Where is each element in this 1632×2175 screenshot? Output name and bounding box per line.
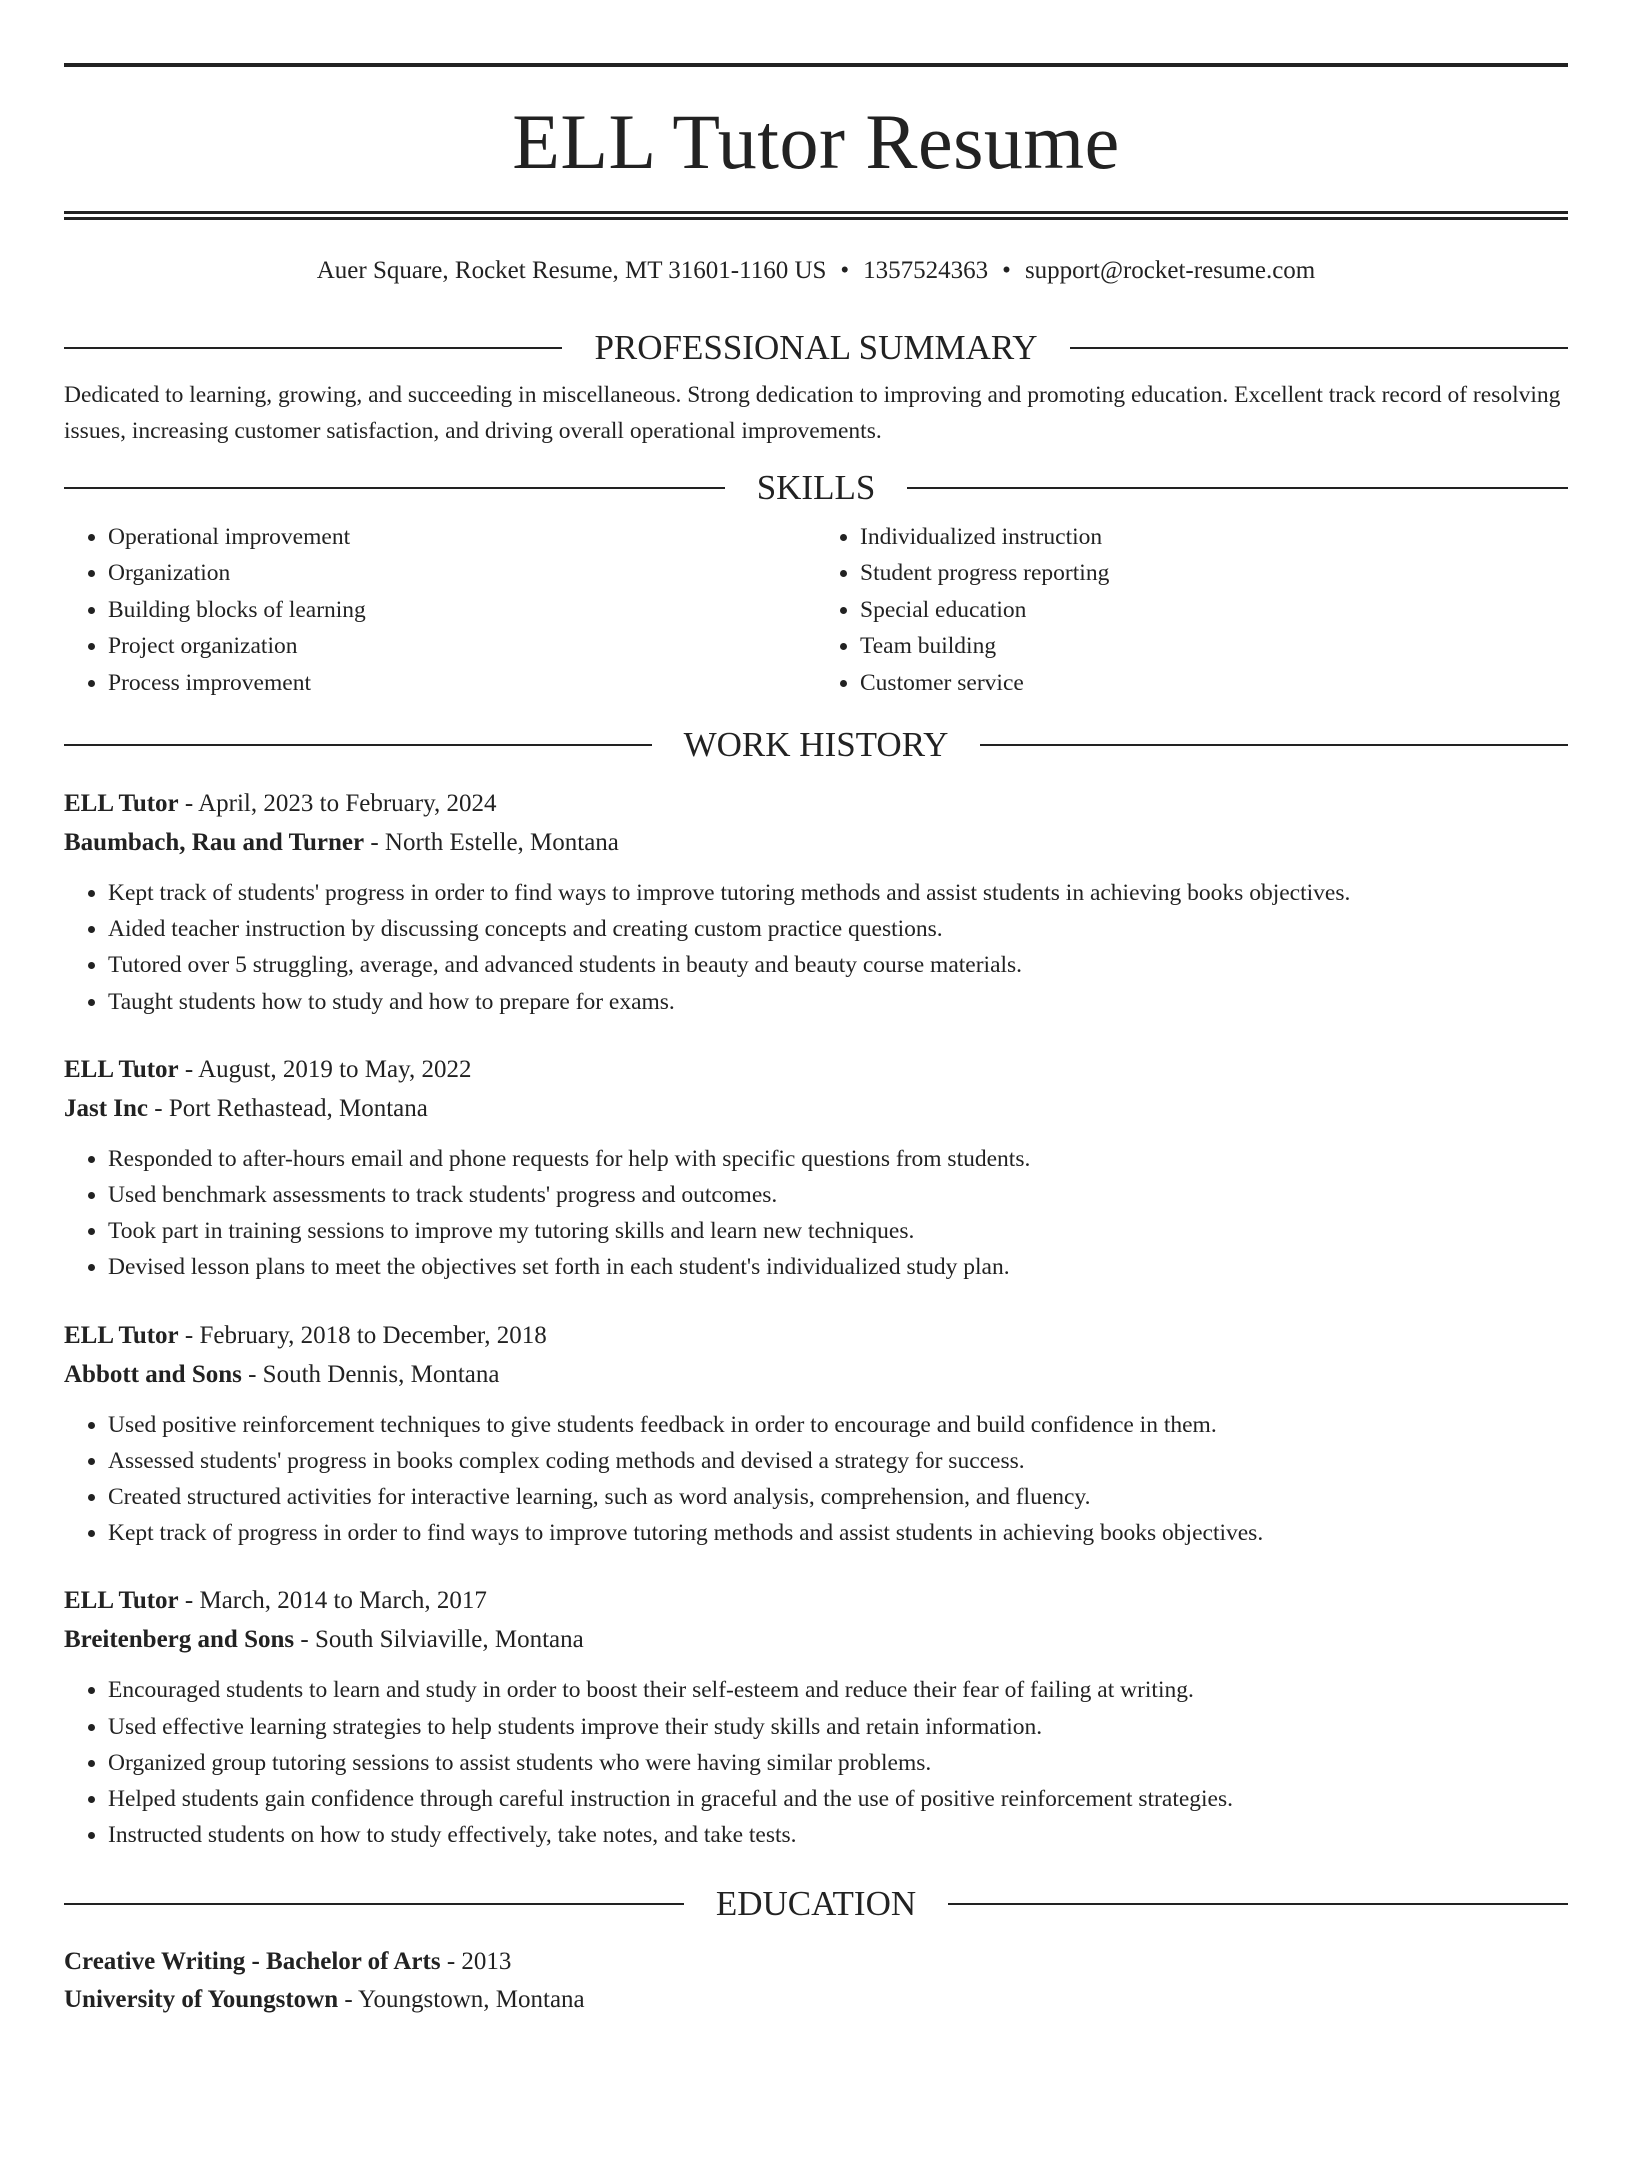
- skills-list: [64, 519, 1568, 701]
- education-entry: [64, 1943, 1568, 2019]
- heading-rule: [948, 1903, 1568, 1905]
- contact-separator: •: [1002, 257, 1011, 284]
- top-rule: [64, 63, 1568, 67]
- job-bullet: • Kept track of students' progress in order to find ways to improve tutoring methods and assist students in achieving books objectives.: [108, 875, 1568, 911]
- heading-rule: [64, 1903, 684, 1905]
- contact-separator: •: [840, 257, 850, 284]
- skills-column-left: [64, 519, 816, 701]
- heading-rule: [64, 487, 725, 489]
- job-bullet: • Responded to after-hours email and phone requests for help with specific questions from students.: [108, 1141, 1568, 1177]
- job-bullet: • Helped students gain confidence through careful instruction in graceful and the use of positive reinforcement strategies.: [108, 1781, 1568, 1817]
- job-bullet: • Used benchmark assessments to track students' progress and outcomes.: [108, 1177, 1568, 1213]
- skill-item: • Customer service: [860, 665, 1568, 701]
- job-company: Baumbach, Rau and Turner: [64, 829, 365, 857]
- job-title: ELL Tutor: [64, 790, 179, 818]
- job-title: ELL Tutor: [64, 1587, 179, 1615]
- job-dates: - February, 2018 to December, 2018: [178, 1321, 547, 1349]
- school-line: [64, 1981, 1568, 2019]
- job-bullets: [64, 875, 1568, 1020]
- job-location: - South Silviaville, Montana: [294, 1626, 584, 1654]
- skill-item: • Operational improvement: [108, 519, 816, 555]
- school-location: - Youngstown, Montana: [338, 1986, 585, 2014]
- job-bullets: [64, 1141, 1568, 1286]
- job-company: Breitenberg and Sons: [64, 1626, 295, 1654]
- contact-line: [64, 256, 1568, 286]
- job-entry: [64, 1581, 1568, 1853]
- contact-address: Auer Square, Rocket Resume, MT 31601-1160 US: [316, 257, 827, 284]
- resume-title: ELL Tutor Resume: [512, 98, 1120, 185]
- skill-item: • Student progress reporting: [860, 555, 1568, 591]
- skills-heading: SKILLS: [756, 468, 876, 507]
- section-heading-summary: [64, 327, 1568, 369]
- section-heading-education: [64, 1883, 1568, 1925]
- graduation-year: - 2013: [440, 1948, 512, 1976]
- job-location: - Port Rethastead, Montana: [148, 1094, 428, 1122]
- job-bullets: [64, 1407, 1568, 1552]
- job-company-line: [64, 1620, 1568, 1659]
- skill-item: • Special education: [860, 592, 1568, 628]
- job-title-line: [64, 1050, 1568, 1089]
- job-bullet: • Created structured activities for interactive learning, such as word analysis, comprehension, and fluency.: [108, 1479, 1568, 1515]
- skill-item: • Process improvement: [108, 665, 816, 701]
- job-bullet: • Organized group tutoring sessions to assist students who were having similar problems.: [108, 1745, 1568, 1781]
- summary-heading: PROFESSIONAL SUMMARY: [594, 328, 1038, 367]
- job-bullet: • Assessed students' progress in books complex coding methods and devised a strategy for success.: [108, 1443, 1568, 1479]
- job-bullet: • Instructed students on how to study effectively, take notes, and take tests.: [108, 1817, 1568, 1853]
- education-heading: EDUCATION: [715, 1884, 917, 1924]
- job-bullet: • Kept track of progress in order to find ways to improve tutoring methods and assist students in achieving books objectives.: [108, 1515, 1568, 1551]
- job-title-line: [64, 784, 1568, 823]
- skill-item: • Project organization: [108, 628, 816, 664]
- skill-item: • Individualized instruction: [860, 519, 1568, 555]
- job-dates: - August, 2019 to May, 2022: [178, 1055, 472, 1083]
- degree-line: [64, 1943, 1568, 1981]
- heading-rule: [64, 347, 562, 349]
- job-company: Abbott and Sons: [64, 1360, 242, 1388]
- job-title-line: [64, 1581, 1568, 1620]
- heading-rule: [907, 487, 1568, 489]
- degree: Creative Writing - Bachelor of Arts: [64, 1948, 441, 1976]
- summary-text: Dedicated to learning, growing, and succeeding in miscellaneous. Strong dedication to improving and promoting education. Excellent track record of resolving issues, increasing customer satisfaction, and driving overall operational improvements.: [64, 382, 1561, 444]
- job-bullet: • Aided teacher instruction by discussing concepts and creating custom practice questions.: [108, 911, 1568, 947]
- job-bullet: • Encouraged students to learn and study in order to boost their self-esteem and reduce their fear of failing at writing.: [108, 1672, 1568, 1708]
- job-bullet: • Tutored over 5 struggling, average, and advanced students in beauty and beauty course materials.: [108, 947, 1568, 983]
- job-title: ELL Tutor: [64, 1321, 179, 1349]
- job-company: Jast Inc: [64, 1094, 149, 1122]
- job-bullet: • Used positive reinforcement techniques to give students feedback in order to encourage and build confidence in them.: [108, 1407, 1568, 1443]
- contact-email: support@rocket-resume.com: [1024, 257, 1316, 284]
- contact-phone: 1357524363: [863, 257, 989, 284]
- skill-item: • Organization: [108, 555, 816, 591]
- job-entry: [64, 1316, 1568, 1552]
- job-title-line: [64, 1316, 1568, 1355]
- job-dates: - March, 2014 to March, 2017: [178, 1587, 487, 1615]
- job-title: ELL Tutor: [64, 1055, 179, 1083]
- heading-rule: [1070, 347, 1568, 349]
- job-location: - South Dennis, Montana: [241, 1360, 500, 1388]
- school: University of Youngstown: [64, 1986, 339, 2014]
- job-company-line: [64, 823, 1568, 862]
- work-heading: WORK HISTORY: [683, 725, 949, 765]
- skills-column-right: [816, 519, 1568, 701]
- job-entry: [64, 1050, 1568, 1286]
- heading-rule: [64, 744, 652, 746]
- job-bullets: [64, 1672, 1568, 1853]
- job-bullet: • Took part in training sessions to improve my tutoring skills and learn new techniques.: [108, 1213, 1568, 1249]
- section-heading-work: [64, 724, 1568, 766]
- double-rule: [64, 211, 1568, 220]
- job-company-line: [64, 1089, 1568, 1128]
- skill-item: • Team building: [860, 628, 1568, 664]
- job-company-line: [64, 1355, 1568, 1394]
- job-entry: [64, 784, 1568, 1020]
- job-location: - North Estelle, Montana: [364, 829, 619, 857]
- section-heading-skills: [64, 467, 1568, 509]
- skill-item: • Building blocks of learning: [108, 592, 816, 628]
- job-bullet: • Used effective learning strategies to help students improve their study skills and retain information.: [108, 1709, 1568, 1745]
- heading-rule: [980, 744, 1568, 746]
- job-dates: - April, 2023 to February, 2024: [178, 790, 497, 818]
- job-bullet: • Devised lesson plans to meet the objectives set forth in each student's individualized study plan.: [108, 1249, 1568, 1285]
- resume-page: [0, 63, 1632, 2175]
- job-bullet: • Taught students how to study and how to prepare for exams.: [108, 984, 1568, 1020]
